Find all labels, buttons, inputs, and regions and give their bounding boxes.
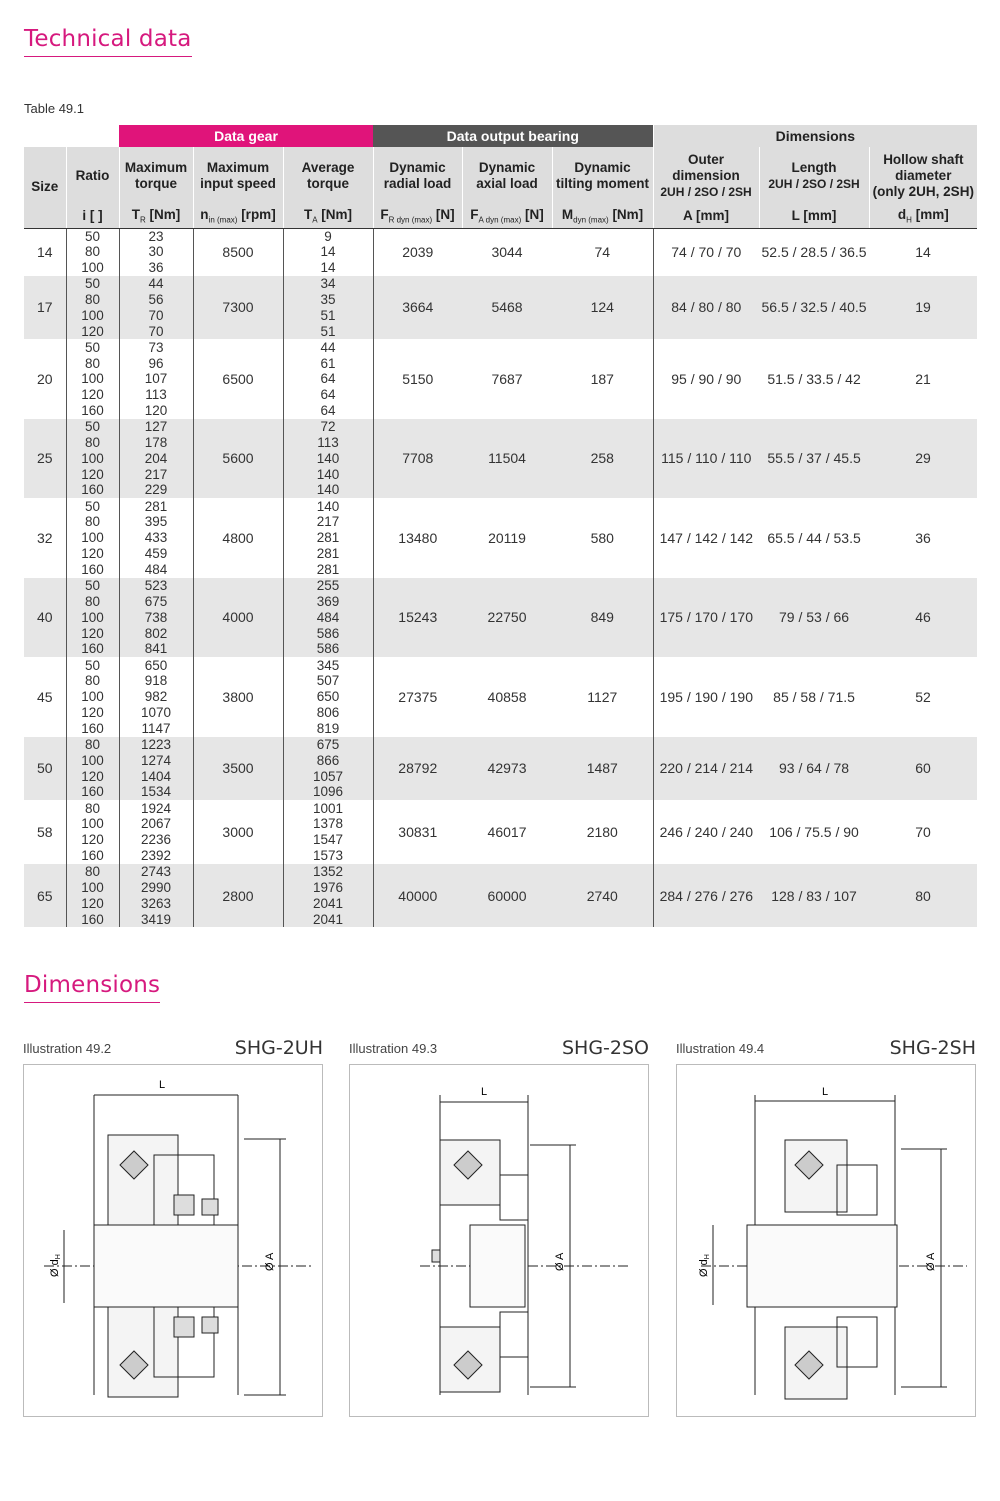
cell-avg-torque: 1573	[283, 848, 373, 864]
cell-outer-dimension: 284 / 276 / 276	[653, 864, 759, 928]
technical-drawing-2uh	[24, 1065, 322, 1416]
cell-ratio: 160	[66, 721, 119, 737]
drawing-frame	[349, 1064, 649, 1417]
cell-size: 17	[24, 276, 66, 340]
svg-text:Ø dH: Ø dH	[49, 1254, 62, 1277]
technical-data-table	[24, 125, 977, 927]
cell-ratio: 100	[66, 880, 119, 896]
cell-max-torque: 459	[119, 546, 193, 562]
unit-fa: $F_{A dyn (max)}$ [N]	[462, 204, 552, 228]
cell-avg-torque: 14	[283, 260, 373, 276]
illustration-caption: Illustration 49.2	[23, 1041, 112, 1056]
col-header-max-speed: Maximum input speed	[193, 147, 283, 204]
cell-max-torque: 1070	[119, 705, 193, 721]
cell-size: 32	[24, 498, 66, 577]
cell-max-torque: 2743	[119, 864, 193, 880]
cell-avg-torque: 507	[283, 673, 373, 689]
cell-outer-dimension: 95 / 90 / 90	[653, 339, 759, 418]
cell-avg-torque: 72	[283, 419, 373, 435]
unit-ta: $T_A$ [Nm]	[283, 204, 373, 228]
cell-avg-torque: 1378	[283, 816, 373, 832]
cell-max-torque: 113	[119, 387, 193, 403]
cell-axial-load: 7687	[462, 339, 552, 418]
cell-max-torque: 44	[119, 276, 193, 292]
cell-hollow-shaft: 80	[869, 864, 977, 928]
cell-max-torque: 30	[119, 244, 193, 260]
col-header-length: Length 2UH / 2SO / 2SH	[759, 147, 869, 204]
cell-avg-torque: 1547	[283, 832, 373, 848]
group-header-blank	[24, 125, 119, 147]
table-row	[24, 228, 977, 244]
svg-text:L: L	[158, 1079, 166, 1091]
cell-avg-torque: 35	[283, 292, 373, 308]
cell-max-torque: 281	[119, 498, 193, 514]
size-group-40	[24, 578, 977, 657]
cell-avg-torque: 51	[283, 307, 373, 323]
unit-l: L [mm]	[759, 204, 869, 228]
size-group-20	[24, 339, 977, 418]
cell-avg-torque: 281	[283, 562, 373, 578]
cell-avg-torque: 586	[283, 625, 373, 641]
cell-max-torque: 2236	[119, 832, 193, 848]
col-header-size: Size	[24, 147, 66, 228]
cell-hollow-shaft: 70	[869, 800, 977, 864]
cell-max-speed: 7300	[193, 276, 283, 340]
cell-tilting-moment: 2180	[552, 800, 653, 864]
cell-ratio: 120	[66, 323, 119, 339]
cell-size: 65	[24, 864, 66, 928]
cell-avg-torque: 64	[283, 403, 373, 419]
cell-radial-load: 15243	[373, 578, 462, 657]
cell-hollow-shaft: 36	[869, 498, 977, 577]
cell-size: 14	[24, 228, 66, 276]
cell-max-torque: 36	[119, 260, 193, 276]
cell-avg-torque: 51	[283, 323, 373, 339]
size-group-45	[24, 657, 977, 736]
cell-max-torque: 96	[119, 355, 193, 371]
col-header-outer-dimension: Outer dimension 2UH / 2SO / 2SH	[653, 147, 759, 204]
cell-max-speed: 6500	[193, 339, 283, 418]
cell-ratio: 80	[66, 737, 119, 753]
col-header-avg-torque: Average torque	[283, 147, 373, 204]
cell-max-torque: 178	[119, 435, 193, 451]
cell-avg-torque: 140	[283, 482, 373, 498]
cell-ratio: 160	[66, 911, 119, 927]
cell-avg-torque: 650	[283, 689, 373, 705]
unit-dh: $d_H$ [mm]	[869, 204, 977, 228]
cell-length: 128 / 83 / 107	[759, 864, 869, 928]
table-row	[24, 737, 977, 753]
cell-radial-load: 3664	[373, 276, 462, 340]
cell-tilting-moment: 2740	[552, 864, 653, 928]
cell-max-torque: 70	[119, 307, 193, 323]
cell-ratio: 100	[66, 307, 119, 323]
cell-size: 50	[24, 737, 66, 801]
cell-max-torque: 120	[119, 403, 193, 419]
cell-axial-load: 40858	[462, 657, 552, 736]
cell-tilting-moment: 1127	[552, 657, 653, 736]
cell-max-torque: 127	[119, 419, 193, 435]
cell-length: 55.5 / 37 / 45.5	[759, 419, 869, 498]
cell-tilting-moment: 124	[552, 276, 653, 340]
cell-length: 56.5 / 32.5 / 40.5	[759, 276, 869, 340]
table-row	[24, 578, 977, 594]
group-header-output-bearing: Data output bearing	[373, 125, 653, 147]
cell-ratio: 120	[66, 895, 119, 911]
size-group-50	[24, 737, 977, 801]
cell-max-torque: 23	[119, 228, 193, 244]
cell-avg-torque: 1057	[283, 768, 373, 784]
cell-max-speed: 5600	[193, 419, 283, 498]
drawing-frame	[676, 1064, 976, 1417]
cell-ratio: 100	[66, 371, 119, 387]
technical-drawing-2so	[350, 1065, 648, 1416]
illustration-caption: Illustration 49.4	[676, 1041, 765, 1056]
cell-length: 65.5 / 44 / 53.5	[759, 498, 869, 577]
table-row	[24, 339, 977, 355]
cell-avg-torque: 1001	[283, 800, 373, 816]
svg-text:L: L	[480, 1086, 488, 1098]
cell-outer-dimension: 115 / 110 / 110	[653, 419, 759, 498]
cell-outer-dimension: 246 / 240 / 240	[653, 800, 759, 864]
cell-avg-torque: 140	[283, 498, 373, 514]
cell-max-torque: 918	[119, 673, 193, 689]
cell-avg-torque: 217	[283, 514, 373, 530]
cell-ratio: 120	[66, 387, 119, 403]
cell-max-speed: 4800	[193, 498, 283, 577]
cell-length: 93 / 64 / 78	[759, 737, 869, 801]
group-header-data-gear: Data gear	[119, 125, 373, 147]
cell-avg-torque: 64	[283, 371, 373, 387]
technical-data-title: Technical data	[24, 26, 192, 52]
cell-max-torque: 2067	[119, 816, 193, 832]
unit-a: A [mm]	[653, 204, 759, 228]
cell-max-torque: 3263	[119, 895, 193, 911]
cell-avg-torque: 2041	[283, 895, 373, 911]
cell-axial-load: 46017	[462, 800, 552, 864]
cell-tilting-moment: 849	[552, 578, 653, 657]
unit-ratio: i [ ]	[66, 204, 119, 228]
cell-radial-load: 40000	[373, 864, 462, 928]
cell-ratio: 160	[66, 482, 119, 498]
cell-max-torque: 204	[119, 450, 193, 466]
size-group-17	[24, 276, 977, 340]
cell-max-torque: 229	[119, 482, 193, 498]
cell-length: 106 / 75.5 / 90	[759, 800, 869, 864]
cell-outer-dimension: 147 / 142 / 142	[653, 498, 759, 577]
svg-text:Ø A: Ø A	[554, 1252, 566, 1271]
cell-outer-dimension: 74 / 70 / 70	[653, 228, 759, 276]
col-header-radial-load: Dynamic radial load	[373, 147, 462, 204]
cell-ratio: 50	[66, 419, 119, 435]
unit-fr: $F_{R dyn (max)}$ [N]	[373, 204, 462, 228]
cell-avg-torque: 281	[283, 546, 373, 562]
cell-max-torque: 73	[119, 339, 193, 355]
cell-ratio: 160	[66, 848, 119, 864]
cell-ratio: 160	[66, 784, 119, 800]
cell-avg-torque: 1096	[283, 784, 373, 800]
cell-avg-torque: 484	[283, 609, 373, 625]
unit-md: $M_{dyn (max)}$ [Nm]	[552, 204, 653, 228]
cell-max-torque: 70	[119, 323, 193, 339]
cell-outer-dimension: 195 / 190 / 190	[653, 657, 759, 736]
cell-max-speed: 2800	[193, 864, 283, 928]
cell-max-torque: 982	[119, 689, 193, 705]
cell-radial-load: 30831	[373, 800, 462, 864]
cell-size: 20	[24, 339, 66, 418]
svg-text:L: L	[821, 1086, 829, 1098]
cell-size: 58	[24, 800, 66, 864]
table-row	[24, 864, 977, 880]
cell-max-torque: 2990	[119, 880, 193, 896]
cell-ratio: 80	[66, 355, 119, 371]
svg-text:Ø A: Ø A	[925, 1252, 937, 1271]
cell-axial-load: 3044	[462, 228, 552, 276]
col-header-hollow-shaft: Hollow shaft diameter (only 2UH, 2SH)	[869, 147, 977, 204]
cell-max-torque: 1924	[119, 800, 193, 816]
cell-avg-torque: 14	[283, 244, 373, 260]
cell-avg-torque: 9	[283, 228, 373, 244]
cell-max-torque: 802	[119, 625, 193, 641]
size-group-32	[24, 498, 977, 577]
cell-radial-load: 28792	[373, 737, 462, 801]
cell-max-torque: 650	[119, 657, 193, 673]
cell-length: 52.5 / 28.5 / 36.5	[759, 228, 869, 276]
cell-radial-load: 2039	[373, 228, 462, 276]
technical-drawing-2sh	[677, 1065, 975, 1416]
cell-hollow-shaft: 29	[869, 419, 977, 498]
size-group-65	[24, 864, 977, 928]
cell-ratio: 100	[66, 260, 119, 276]
cell-avg-torque: 1976	[283, 880, 373, 896]
cell-tilting-moment: 187	[552, 339, 653, 418]
cell-radial-load: 7708	[373, 419, 462, 498]
cell-max-speed: 3800	[193, 657, 283, 736]
cell-radial-load: 27375	[373, 657, 462, 736]
cell-max-torque: 1404	[119, 768, 193, 784]
cell-ratio: 80	[66, 864, 119, 880]
cell-avg-torque: 866	[283, 752, 373, 768]
cell-ratio: 160	[66, 641, 119, 657]
cell-length: 85 / 58 / 71.5	[759, 657, 869, 736]
col-header-axial-load: Dynamic axial load	[462, 147, 552, 204]
cell-max-speed: 8500	[193, 228, 283, 276]
cell-ratio: 120	[66, 546, 119, 562]
cell-length: 51.5 / 33.5 / 42	[759, 339, 869, 418]
cell-avg-torque: 806	[283, 705, 373, 721]
cell-ratio: 160	[66, 403, 119, 419]
svg-text:Ø A: Ø A	[264, 1252, 276, 1271]
cell-radial-load: 13480	[373, 498, 462, 577]
cell-tilting-moment: 258	[552, 419, 653, 498]
cell-avg-torque: 586	[283, 641, 373, 657]
cell-max-speed: 3000	[193, 800, 283, 864]
cell-size: 40	[24, 578, 66, 657]
illustration-model: SHG-2SO	[561, 1037, 649, 1059]
drawing-frame	[23, 1064, 323, 1417]
cell-axial-load: 5468	[462, 276, 552, 340]
cell-max-torque: 1147	[119, 721, 193, 737]
cell-avg-torque: 2041	[283, 911, 373, 927]
cell-ratio: 100	[66, 609, 119, 625]
cell-avg-torque: 675	[283, 737, 373, 753]
unit-tr: $T_R$ [Nm]	[119, 204, 193, 228]
cell-avg-torque: 61	[283, 355, 373, 371]
cell-ratio: 120	[66, 832, 119, 848]
cell-ratio: 100	[66, 689, 119, 705]
cell-ratio: 50	[66, 578, 119, 594]
cell-avg-torque: 819	[283, 721, 373, 737]
table-row	[24, 657, 977, 673]
size-group-58	[24, 800, 977, 864]
cell-avg-torque: 345	[283, 657, 373, 673]
cell-max-torque: 217	[119, 466, 193, 482]
cell-ratio: 100	[66, 816, 119, 832]
cell-avg-torque: 1352	[283, 864, 373, 880]
table-row	[24, 498, 977, 514]
cell-max-torque: 1223	[119, 737, 193, 753]
cell-avg-torque: 140	[283, 450, 373, 466]
cell-max-torque: 484	[119, 562, 193, 578]
cell-hollow-shaft: 14	[869, 228, 977, 276]
cell-ratio: 50	[66, 339, 119, 355]
cell-ratio: 120	[66, 625, 119, 641]
illustration-model: SHG-2SH	[889, 1037, 976, 1059]
cell-max-torque: 1274	[119, 752, 193, 768]
col-header-ratio: Ratio	[66, 147, 119, 204]
table-row	[24, 419, 977, 435]
cell-avg-torque: 255	[283, 578, 373, 594]
cell-avg-torque: 281	[283, 530, 373, 546]
col-header-max-torque: Maximum torque	[119, 147, 193, 204]
cell-ratio: 100	[66, 752, 119, 768]
cell-ratio: 120	[66, 768, 119, 784]
group-header-dimensions: Dimensions	[653, 125, 977, 147]
table-row	[24, 276, 977, 292]
cell-avg-torque: 44	[283, 339, 373, 355]
cell-hollow-shaft: 46	[869, 578, 977, 657]
cell-max-torque: 841	[119, 641, 193, 657]
cell-ratio: 50	[66, 228, 119, 244]
table-caption: Table 49.1	[24, 101, 84, 116]
cell-radial-load: 5150	[373, 339, 462, 418]
cell-ratio: 160	[66, 562, 119, 578]
size-group-25	[24, 419, 977, 498]
cell-ratio: 80	[66, 800, 119, 816]
cell-ratio: 80	[66, 244, 119, 260]
cell-max-torque: 107	[119, 371, 193, 387]
cell-avg-torque: 34	[283, 276, 373, 292]
cell-ratio: 80	[66, 593, 119, 609]
illustration-caption: Illustration 49.3	[349, 1041, 438, 1056]
cell-ratio: 50	[66, 657, 119, 673]
illustration-model: SHG-2UH	[234, 1037, 323, 1059]
cell-hollow-shaft: 60	[869, 737, 977, 801]
cell-ratio: 80	[66, 435, 119, 451]
cell-length: 79 / 53 / 66	[759, 578, 869, 657]
cell-ratio: 80	[66, 514, 119, 530]
cell-max-torque: 523	[119, 578, 193, 594]
cell-max-torque: 2392	[119, 848, 193, 864]
cell-outer-dimension: 220 / 214 / 214	[653, 737, 759, 801]
cell-axial-load: 22750	[462, 578, 552, 657]
cell-avg-torque: 369	[283, 593, 373, 609]
cell-hollow-shaft: 21	[869, 339, 977, 418]
cell-size: 25	[24, 419, 66, 498]
cell-ratio: 120	[66, 466, 119, 482]
cell-outer-dimension: 175 / 170 / 170	[653, 578, 759, 657]
cell-max-speed: 4000	[193, 578, 283, 657]
cell-ratio: 100	[66, 450, 119, 466]
cell-axial-load: 20119	[462, 498, 552, 577]
cell-tilting-moment: 580	[552, 498, 653, 577]
svg-text:Ø dH: Ø dH	[698, 1254, 711, 1277]
cell-hollow-shaft: 19	[869, 276, 977, 340]
cell-axial-load: 60000	[462, 864, 552, 928]
cell-axial-load: 11504	[462, 419, 552, 498]
size-group-14	[24, 228, 977, 276]
cell-avg-torque: 140	[283, 466, 373, 482]
cell-max-torque: 395	[119, 514, 193, 530]
cell-max-speed: 3500	[193, 737, 283, 801]
cell-max-torque: 738	[119, 609, 193, 625]
cell-hollow-shaft: 52	[869, 657, 977, 736]
cell-max-torque: 675	[119, 593, 193, 609]
cell-max-torque: 3419	[119, 911, 193, 927]
cell-ratio: 50	[66, 276, 119, 292]
cell-max-torque: 433	[119, 530, 193, 546]
unit-nin: $n_{in (max)}$ [rpm]	[193, 204, 283, 228]
cell-size: 45	[24, 657, 66, 736]
cell-ratio: 80	[66, 673, 119, 689]
cell-avg-torque: 64	[283, 387, 373, 403]
cell-ratio: 50	[66, 498, 119, 514]
table-row	[24, 800, 977, 816]
cell-avg-torque: 113	[283, 435, 373, 451]
cell-tilting-moment: 1487	[552, 737, 653, 801]
cell-ratio: 100	[66, 530, 119, 546]
cell-max-torque: 56	[119, 292, 193, 308]
cell-ratio: 120	[66, 705, 119, 721]
dimensions-title: Dimensions	[24, 972, 161, 998]
cell-outer-dimension: 84 / 80 / 80	[653, 276, 759, 340]
col-header-tilting-moment: Dynamic tilting moment	[552, 147, 653, 204]
cell-tilting-moment: 74	[552, 228, 653, 276]
cell-axial-load: 42973	[462, 737, 552, 801]
cell-max-torque: 1534	[119, 784, 193, 800]
cell-ratio: 80	[66, 292, 119, 308]
